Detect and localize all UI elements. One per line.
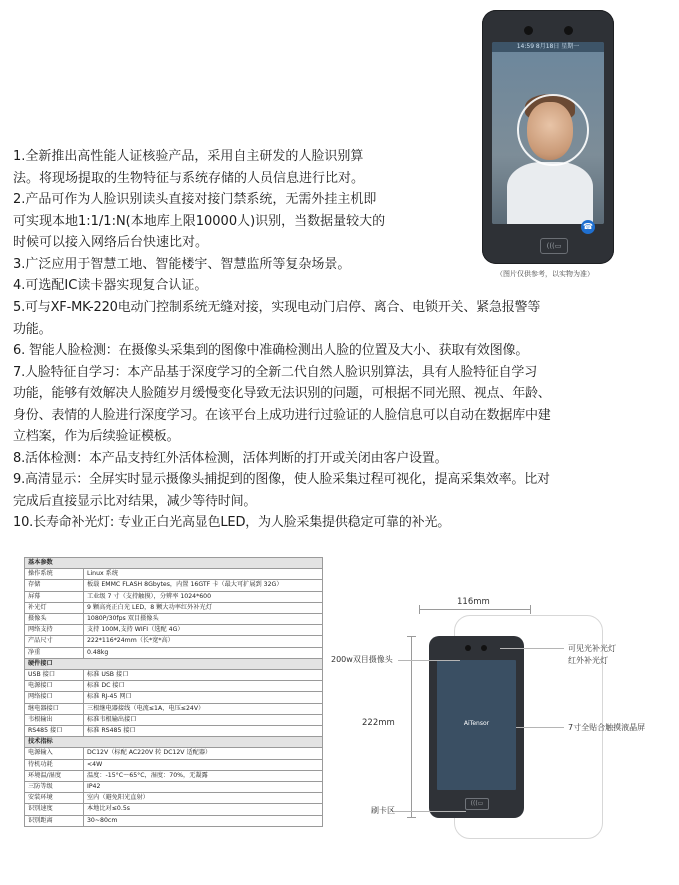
feature-line: 1.全新推出高性能人证核验产品，采用自主研发的人脸识别算	[13, 149, 364, 164]
spec-key: 网络支持	[25, 625, 84, 636]
spec-row	[25, 815, 323, 826]
feature-line: 法。将现场提取的生物特征与系统存储的人员信息进行比对。	[13, 170, 365, 186]
spec-section-row	[25, 658, 323, 669]
device-photo	[482, 10, 614, 264]
screen-leader-line	[516, 727, 564, 728]
spec-value: 9 颗高亮正白光 LED，8 颗大功率红外补光灯	[84, 602, 323, 613]
spec-value: 工业级 7 寸（支持触摸），分辨率 1024*600	[84, 591, 323, 602]
spec-value: Linux 系统	[84, 569, 323, 580]
screen-label: 7寸全贴合触摸液晶屏	[568, 723, 646, 732]
spec-key: 摄像头	[25, 614, 84, 625]
spec-row	[25, 636, 323, 647]
feature-line: 立档案，作为后续验证模板。	[13, 429, 180, 444]
face-detect-ring	[517, 94, 589, 166]
spec-key: 韦根输出	[25, 714, 84, 725]
spec-key: USB 接口	[25, 670, 84, 681]
spec-row	[25, 591, 323, 602]
card-area-label: 刷卡区	[371, 806, 395, 815]
spec-row	[25, 692, 323, 703]
spec-value: 标准 RJ-45 网口	[84, 692, 323, 703]
spec-row	[25, 770, 323, 781]
height-dimension-tick-top	[407, 636, 416, 637]
feature-line: 5.可与XF-MK-220电动门控制系统无缝对接，实现电动门启停、离合、电锁开关、紧急报警等	[13, 300, 541, 315]
spec-row	[25, 714, 323, 725]
width-dimension-line	[419, 609, 531, 610]
spec-value: IP42	[84, 782, 323, 793]
spec-row	[25, 580, 323, 591]
spec-value: 222*116*24mm（长*宽*高）	[84, 636, 323, 647]
spec-key: 待机功耗	[25, 759, 84, 770]
device-screen	[492, 42, 604, 224]
spec-row	[25, 681, 323, 692]
spec-value: 本地比对≤0.5s	[84, 804, 323, 815]
spec-row	[25, 614, 323, 625]
spec-key: 继电器接口	[25, 703, 84, 714]
spec-value: 0.48kg	[84, 647, 323, 658]
nfc-card-reader-icon: (((▭	[540, 238, 568, 254]
spec-value: 标准韦根输出接口	[84, 714, 323, 725]
height-dimension-line	[411, 636, 412, 818]
spec-section-row	[25, 737, 323, 748]
spec-section-row	[25, 558, 323, 569]
feature-line: 8.活体检测：本产品支持红外活体检测，活体判断的打开或关闭由客户设置。	[13, 450, 448, 466]
spec-key: 网络接口	[25, 692, 84, 703]
spec-value: 标准 USB 接口	[84, 670, 323, 681]
feature-line: 10.长寿命补光灯: 专业正白光高显色LED，为人脸采集提供稳定可靠的补光。	[13, 515, 451, 530]
spec-key: 电源输入	[25, 748, 84, 759]
spec-row	[25, 703, 323, 714]
feature-line: 身份、表情的人脸进行深度学习。在该平台上成功进行过验证的人脸信息可以自动在数据库中建	[13, 407, 551, 423]
feature-line: 3.广泛应用于智慧工地、智能楼宇、智慧监所等复杂场景。	[13, 256, 351, 272]
feature-line: 时候可以接入网络后台快速比对。	[13, 235, 209, 250]
camera-lens-left	[465, 645, 471, 651]
spec-key: 产品尺寸	[25, 636, 84, 647]
spec-row	[25, 804, 323, 815]
spec-row	[25, 670, 323, 681]
spec-value: DC12V（标配 AC220V 转 DC12V 适配器）	[84, 748, 323, 759]
image-caption: （图片仅供参考，以实物为准）	[496, 270, 594, 278]
card-reader-icon: (((▭	[465, 798, 489, 810]
light-leader-line	[500, 648, 564, 649]
height-dimension-tick-bottom	[407, 817, 416, 818]
spec-value: 30~80cm	[84, 815, 323, 826]
spec-key: 存储	[25, 580, 84, 591]
spec-value: 室内（避免阳光直射）	[84, 793, 323, 804]
screen-logo: AiTensor	[463, 720, 490, 727]
camera-lens-right	[564, 26, 573, 35]
spec-value: 支持 100M,支持 WIFI（选配 4G）	[84, 625, 323, 636]
card-leader-line	[392, 811, 466, 812]
feature-line: 9.高清显示：全屏实时显示摄像头捕捉到的图像，使人脸采集过程可视化，提高采集效率。比对	[13, 472, 550, 487]
feature-line: 功能，能够有效解决人脸随岁月缓慢变化导致无法识别的问题，可根据不同光照、视点、年龄、	[13, 386, 551, 401]
feature-line: 完成后直接显示比对结果，减少等待时间。	[13, 493, 257, 509]
spec-section-title: 技术指标	[25, 737, 323, 748]
person-body	[507, 162, 593, 224]
visible-light-label: 可见光补光灯	[568, 644, 616, 653]
camera-label: 200w双目摄像头	[331, 655, 393, 664]
camera-lens-left	[524, 26, 533, 35]
infrared-light-label: 红外补光灯	[568, 656, 608, 665]
spec-key: 三防等级	[25, 782, 84, 793]
spec-section-title: 硬件接口	[25, 658, 323, 669]
spec-row	[25, 782, 323, 793]
device-front-diagram	[429, 636, 524, 818]
phone-call-icon[interactable]: ☎	[581, 220, 595, 234]
spec-row	[25, 748, 323, 759]
feature-line: 可实现本地1:1/1:N(本地库上限10000人)识别，当数据量较大的	[13, 213, 386, 229]
spec-row	[25, 569, 323, 580]
spec-key: 操作系统	[25, 569, 84, 580]
feature-line: 功能。	[13, 321, 52, 337]
width-dimension-tick-right	[530, 605, 531, 614]
feature-line: 4.可选配IC读卡器实现复合认证。	[13, 278, 208, 293]
spec-value: 温度：-15°C～65°C，湿度：70%，无凝露	[84, 770, 323, 781]
spec-value: 三根继电器接线（电流≤1A，电压≤24V）	[84, 703, 323, 714]
spec-key: 识别速度	[25, 804, 84, 815]
spec-value: <4W	[84, 759, 323, 770]
feature-line: 6. 智能人脸检测：在摄像头采集到的图像中准确检测出人脸的位置及大小、获取有效图像。	[13, 343, 529, 358]
spec-value: 板载 EMMC FLASH 8Gbytes，内置 16GTF 卡（最大可扩展到 32G）	[84, 580, 323, 591]
camera-leader-line	[398, 660, 460, 661]
feature-list-block-2	[13, 297, 551, 534]
spec-key: 补光灯	[25, 602, 84, 613]
spec-row	[25, 793, 323, 804]
spec-value: 标准 RS485 接口	[84, 726, 323, 737]
spec-section-title: 基本参数	[25, 558, 323, 569]
screen-status-bar: 14:59 8月18日 星期一	[492, 42, 604, 52]
feature-list-block-1	[13, 146, 385, 297]
spec-value: 标准 DC 接口	[84, 681, 323, 692]
height-label: 222mm	[362, 718, 395, 728]
spec-table	[24, 557, 323, 827]
spec-value: 1080P/30fps 双目摄像头	[84, 614, 323, 625]
spec-key: 电源接口	[25, 681, 84, 692]
feature-line: 7.人脸特征自学习：本产品基于深度学习的全新二代自然人脸识别算法，具有人脸特征自学习	[13, 364, 538, 380]
spec-row	[25, 759, 323, 770]
spec-key: RS485 接口	[25, 726, 84, 737]
spec-key: 安装环境	[25, 793, 84, 804]
spec-key: 净重	[25, 647, 84, 658]
spec-key: 屏幕	[25, 591, 84, 602]
width-dimension-tick-left	[419, 605, 420, 614]
feature-line: 2.产品可作为人脸识别读头直接对接门禁系统，无需外挂主机即	[13, 192, 377, 207]
spec-row	[25, 726, 323, 737]
spec-key: 识别距离	[25, 815, 84, 826]
width-label: 116mm	[457, 597, 490, 607]
spec-row	[25, 647, 323, 658]
camera-lens-right	[481, 645, 487, 651]
spec-row	[25, 602, 323, 613]
spec-row	[25, 625, 323, 636]
spec-key: 环境温/湿度	[25, 770, 84, 781]
